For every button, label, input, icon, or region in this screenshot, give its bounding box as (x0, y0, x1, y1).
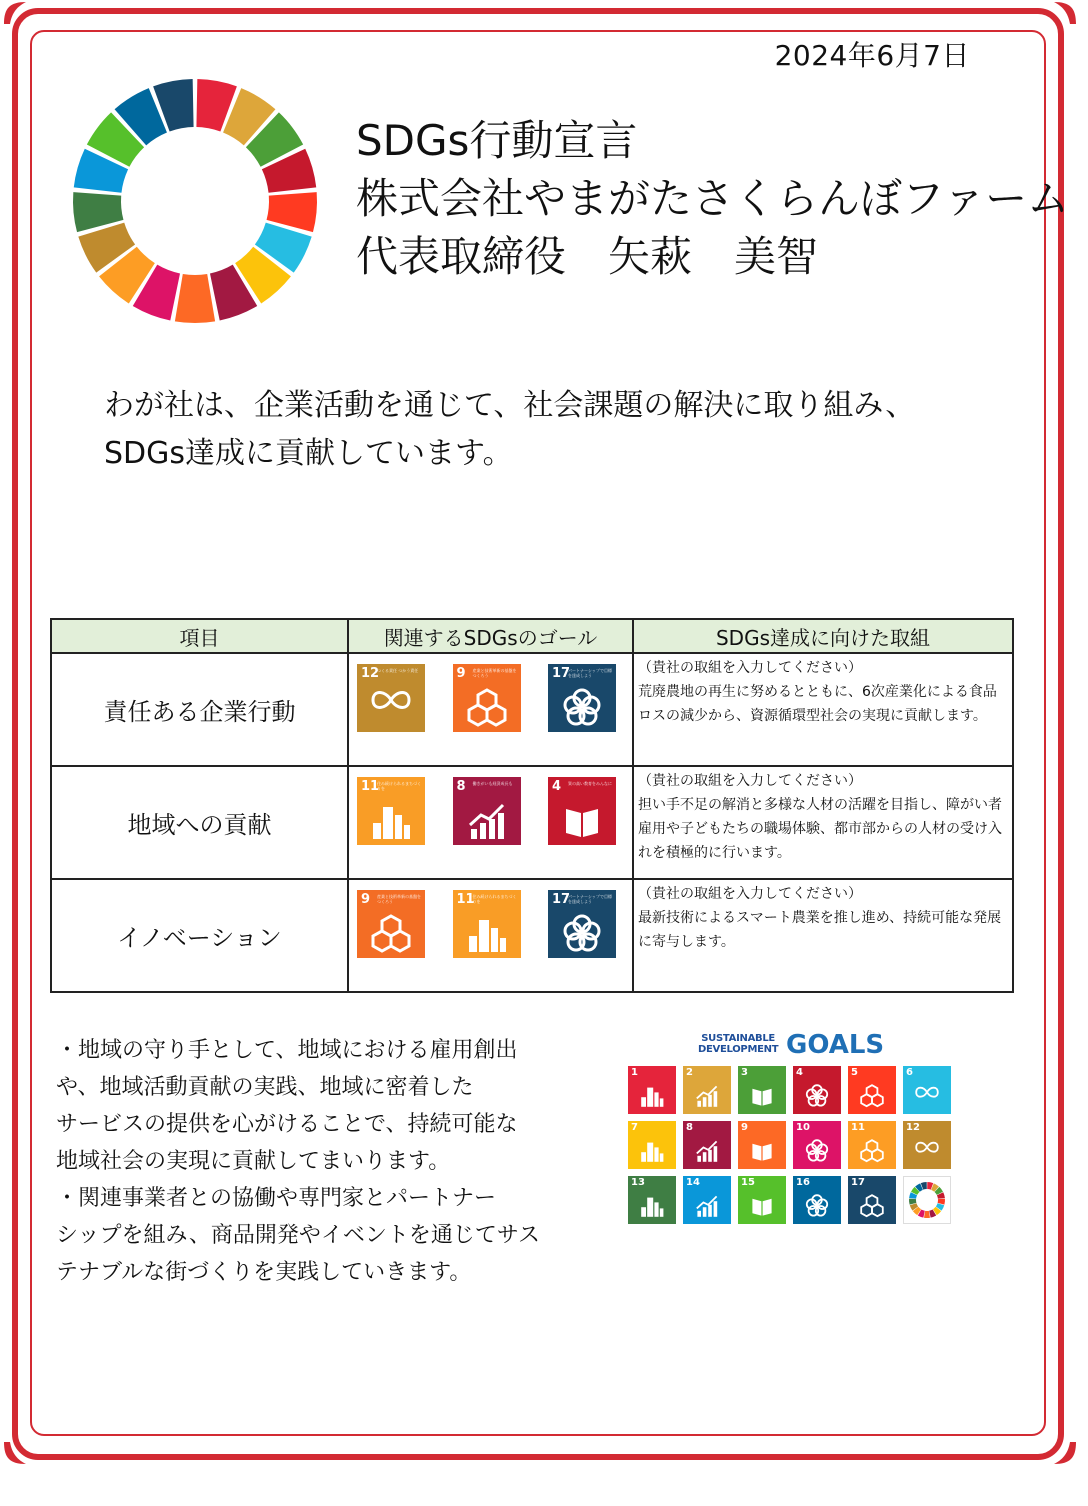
company-name: 株式会社やまがたさくらんぼファーム (356, 174, 1070, 223)
table-cell-item: イノベーション (51, 879, 348, 992)
table-cell-item: 責任ある企業行動 (51, 653, 348, 766)
sdg-goal-tile (357, 890, 425, 958)
goal-number: 4 (552, 779, 562, 794)
goal-pictogram-icon (640, 1084, 664, 1106)
goal-number: 12 (906, 1122, 920, 1133)
goal-number: 2 (686, 1067, 693, 1078)
goal-caption: 産業と技術革新の基盤をつくろう (472, 668, 517, 678)
action-placeholder: （貴社の取組を入力してください） (638, 660, 862, 676)
goal-pictogram-icon (915, 1084, 939, 1106)
table-header-actions: SDGs達成に向けた取組 (633, 619, 1013, 653)
sdg-goal-tile (738, 1176, 786, 1224)
sdg-goal-tile (738, 1121, 786, 1169)
action-text: 最新技術によるスマート農業を推し進め、持続可能な発展に寄与します。 (638, 910, 1002, 950)
goal-pictogram-icon (805, 1084, 829, 1106)
lead-line: SDGs達成に貢献しています。 (104, 436, 513, 471)
logo-goals: GOALS (786, 1030, 885, 1060)
title-line: SDGs行動宣言 (356, 116, 638, 165)
goal-number: 12 (361, 666, 380, 681)
goal-number: 7 (631, 1122, 638, 1133)
goal-number: 10 (796, 1122, 810, 1133)
sdg-goal-tile (683, 1066, 731, 1114)
lead-line: わが社は、企業活動を通じて、社会課題の解決に取り組み、 (104, 388, 916, 423)
sdg-wheel-logo-icon (903, 1176, 951, 1224)
goal-number: 6 (906, 1067, 913, 1078)
goal-pictogram-icon (695, 1139, 719, 1161)
table-row (51, 766, 1013, 879)
goal-caption: 質の高い教育をみんなに (568, 781, 612, 786)
table-header-goals: 関連するSDGsのゴール (348, 619, 633, 653)
wheel-segment (924, 1211, 930, 1218)
declaration-title (356, 112, 1069, 286)
goal-caption: 働きがいも経済成長も (472, 781, 513, 786)
bullet-line: や、地域活動貢献の実践、地域に密着した (56, 1075, 474, 1100)
sdg-goal-tile (848, 1176, 896, 1224)
sdg-action-table (50, 618, 1014, 993)
goal-number: 13 (631, 1177, 645, 1188)
goal-number: 14 (686, 1177, 700, 1188)
sdg-goal-tile (628, 1176, 676, 1224)
goal-number: 9 (741, 1122, 748, 1133)
sdg-goal-tile (548, 777, 616, 845)
goal-pictogram-icon (640, 1139, 664, 1161)
sdg-goal-tile (848, 1066, 896, 1114)
commitment-bullets (56, 1032, 556, 1291)
sdg-goals-poster (626, 1030, 956, 1224)
corner-ornament-icon (2, 1440, 28, 1466)
sdg-goal-tile (793, 1066, 841, 1114)
table-row (51, 653, 1013, 766)
sdg-goal-tile (548, 664, 616, 732)
wheel-segment (175, 274, 215, 323)
goal-number: 17 (851, 1177, 865, 1188)
goal-pictogram-icon (640, 1194, 664, 1216)
goal-number: 8 (686, 1122, 693, 1133)
goal-number: 3 (741, 1067, 748, 1078)
goal-number: 17 (552, 666, 571, 681)
goal-pictogram-icon (805, 1194, 829, 1216)
goal-caption: 産業と技術革新の基盤をつくろう (377, 894, 421, 904)
bullet-line: ・関連事業者との協働や専門家とパートナー (56, 1186, 497, 1211)
sdg-goal-tile (793, 1121, 841, 1169)
sdg-goal-tile (903, 1121, 951, 1169)
representative-name: 代表取締役 矢萩 美智 (356, 232, 819, 281)
corner-ornament-icon (1052, 0, 1078, 26)
table-cell-action (633, 879, 1013, 992)
goal-number: 15 (741, 1177, 755, 1188)
goal-number: 17 (552, 892, 571, 907)
table-cell-action (633, 653, 1013, 766)
goal-caption: 住み続けられるまちづくりを (377, 781, 421, 791)
action-placeholder: （貴社の取組を入力してください） (638, 773, 862, 789)
goal-pictogram-icon (915, 1139, 939, 1161)
action-text: 荒廃農地の再生に努めるとともに、6次産業化による食品ロスの減少から、資源循環型社会の実現に貢献します。 (638, 684, 997, 724)
sdg-goals-logo (626, 1030, 956, 1060)
sdg-goal-tile (628, 1121, 676, 1169)
table-cell-action (633, 766, 1013, 879)
goal-number: 9 (361, 892, 371, 907)
bullet-line: テナブルな街づくりを実践していきます。 (56, 1260, 472, 1285)
goal-number: 5 (851, 1067, 858, 1078)
goal-number: 1 (631, 1067, 638, 1078)
goal-pictogram-icon (805, 1139, 829, 1161)
goal-pictogram-icon (860, 1084, 884, 1106)
sdg-goal-tile (738, 1066, 786, 1114)
action-placeholder: （貴社の取組を入力してください） (638, 886, 862, 902)
goal-number: 11 (361, 779, 380, 794)
sdg-color-wheel-icon (70, 76, 320, 326)
goal-pictogram-icon (860, 1139, 884, 1161)
goal-caption: 住み続けられるまちづくりを (472, 894, 517, 904)
sdg-goal-tile (848, 1121, 896, 1169)
sdg-goal-tile (453, 890, 521, 958)
action-text: 担い手不足の解消と多様な人材の活躍を目指し、障がい者雇用や子どもたちの職場体験、都市部からの人材の受け入れを積極的に行います。 (638, 797, 1002, 861)
goal-pictogram-icon (750, 1084, 774, 1106)
table-cell-goals (348, 653, 633, 766)
sdg-goal-tile (903, 1066, 951, 1114)
table-cell-goals (348, 879, 633, 992)
goal-number: 11 (456, 892, 475, 907)
sdg-goal-tile (793, 1176, 841, 1224)
bullet-line: サービスの提供を心がけることで、持続可能な (56, 1112, 518, 1137)
table-row (51, 879, 1013, 992)
corner-ornament-icon (2, 0, 28, 26)
sdg-goal-tile (357, 777, 425, 845)
goal-pictogram-icon (695, 1084, 719, 1106)
goal-number: 16 (796, 1177, 810, 1188)
sdg-goal-tile (453, 664, 521, 732)
sdg-goal-tile (357, 664, 425, 732)
goal-pictogram-icon (695, 1194, 719, 1216)
bullet-line: ・地域の守り手として、地域における雇用創出 (56, 1038, 518, 1063)
goal-number: 8 (456, 779, 466, 794)
bullet-line: 地域社会の実現に貢献してまいります。 (56, 1149, 451, 1174)
table-cell-item: 地域への貢献 (51, 766, 348, 879)
goal-number: 11 (851, 1122, 865, 1133)
sdg-goal-tile (683, 1176, 731, 1224)
goal-number: 4 (796, 1067, 803, 1078)
lead-statement (104, 382, 915, 478)
logo-development: DEVELOPMENT (698, 1044, 779, 1055)
bullet-line: シップを組み、商品開発やイベントを通じてサス (56, 1223, 541, 1248)
sdg-goal-tile (548, 890, 616, 958)
goal-pictogram-icon (750, 1139, 774, 1161)
logo-sustainable: SUSTAINABLE (701, 1033, 775, 1044)
goal-pictogram-icon (750, 1194, 774, 1216)
goal-number: 9 (456, 666, 466, 681)
goal-caption: パートナーシップで目標を達成しよう (568, 668, 612, 678)
sdg-goal-tile (683, 1121, 731, 1169)
sdg-goal-tile (628, 1066, 676, 1114)
goal-caption: つくる責任 つかう責任 (377, 668, 419, 673)
table-cell-goals (348, 766, 633, 879)
corner-ornament-icon (1052, 1440, 1078, 1466)
goal-pictogram-icon (860, 1194, 884, 1216)
sdg-goal-tile (453, 777, 521, 845)
table-header-item: 項目 (51, 619, 348, 653)
sdg-goals-grid (628, 1066, 956, 1224)
document-date: 2024年6月7日 (774, 39, 970, 72)
goal-caption: パートナーシップで目標を達成しよう (568, 894, 612, 904)
